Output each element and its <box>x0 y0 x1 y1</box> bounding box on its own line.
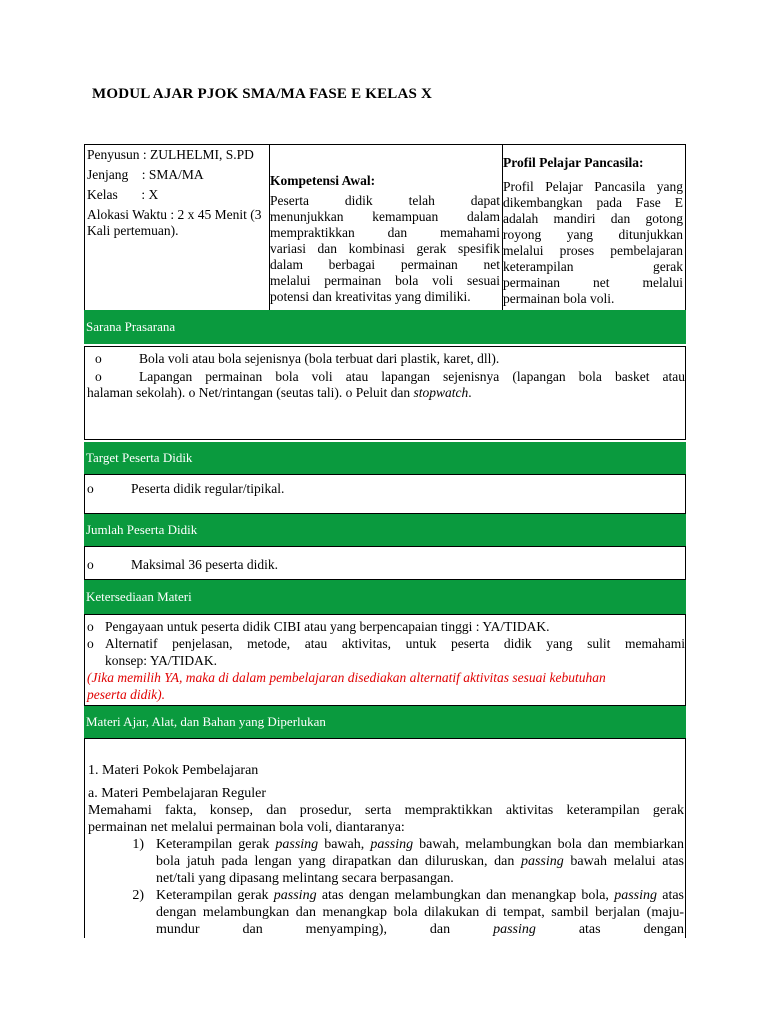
ketersediaan-item-2-line-2: konsep: YA/TIDAK. <box>105 653 217 668</box>
text-run: Keterampilan gerak <box>156 837 276 852</box>
profil-line: permainan bola voli. <box>503 291 615 306</box>
materi-point-2 <box>88 887 684 938</box>
note-line: (Jika memilih YA, maka di dalam pembelajaran disediakan alternatif aktivitas sesuai kebutuhan <box>87 670 606 685</box>
ketersediaan-item-2 <box>105 635 685 669</box>
text-run: atas dengan melambungkan dan menangkap bola dilakukan di tempat, sambil berjalan (maju-mundur dan menyamping), dan <box>156 888 684 937</box>
ketersediaan-box <box>84 614 686 706</box>
identity-cell <box>85 145 270 311</box>
alokasi-text: Alokasi Waktu : 2 x 45 Menit (3 Kali pertemuan). <box>87 207 262 238</box>
profil-line: Profil Pelajar Pancasila yang <box>503 179 683 194</box>
list-item <box>85 351 685 367</box>
section-header-ketersediaan: Ketersediaan Materi <box>84 580 686 614</box>
materi-heading-2: a. Materi Pembelajaran Reguler <box>88 786 267 801</box>
list-item <box>85 635 685 669</box>
section-header-materi: Materi Ajar, Alat, dan Bahan yang Diperlukan <box>84 706 686 738</box>
document-title: MODUL AJAR PJOK SMA/MA FASE E KELAS X <box>92 86 433 102</box>
italic-run: passing <box>520 854 564 869</box>
kompetensi-line: menunjukkan kemampuan dalam <box>270 209 500 224</box>
profil-line: keterampilan gerak <box>503 259 683 274</box>
italic-run: passing <box>370 837 414 852</box>
kompetensi-text <box>270 193 500 305</box>
text-run: bawah, melambungkan bola dan membiarkan bola jatuh pada lengan yang dirapatkan dan diluruskan, dan <box>156 837 684 869</box>
jumlah-box <box>84 546 686 580</box>
profil-line: dikembangkan pada Fase E <box>503 195 683 210</box>
target-item: Peserta didik regular/tipikal. <box>131 481 285 496</box>
kompetensi-cell <box>268 145 503 311</box>
list-item <box>85 481 685 497</box>
sarana-item-2-line-2 <box>87 385 685 401</box>
section-header-jumlah: Jumlah Peserta Didik <box>84 514 686 546</box>
ketersediaan-item-2-line-1: Alternatif penjelasan, metode, atau aktivitas, untuk peserta didik yang sulit memahami <box>105 636 685 651</box>
italic-run: passing <box>275 837 319 852</box>
note-line: peserta didik). <box>87 687 165 702</box>
bullet-marker: o <box>95 369 102 384</box>
sarana-item-1: Bola voli atau bola sejenisnya (bola terbuat dari plastik, karet, dll). <box>139 351 500 366</box>
list-item <box>85 557 685 573</box>
info-table <box>84 144 686 311</box>
text-run: atas dengan <box>535 922 684 937</box>
materi-intro-line-1: Memahami fakta, konsep, dan prosedur, serta mempraktikkan aktivitas keterampilan gerak <box>88 803 684 818</box>
bullet-marker: o <box>87 557 94 572</box>
sarana-italic-text: stopwatch <box>413 385 469 400</box>
kompetensi-line: mempraktikkan dan memahami <box>270 225 500 240</box>
materi-content <box>88 762 684 938</box>
target-box <box>84 474 686 514</box>
sarana-box <box>84 346 686 440</box>
profil-line: permainan net melalui <box>503 275 683 290</box>
kompetensi-line: variasi dan kombinasi gerak spesifik <box>270 241 500 256</box>
list-item <box>85 618 685 635</box>
jumlah-item: Maksimal 36 peserta didik. <box>131 557 278 572</box>
kompetensi-heading: Kompetensi Awal: <box>270 173 376 188</box>
profil-line: melalui proses pembelajaran <box>503 243 683 258</box>
italic-run: passing <box>273 888 317 903</box>
kompetensi-line: melalui permainan bola voli sesuai <box>270 273 500 288</box>
point-number: 2) <box>132 888 144 903</box>
bullet-marker: o <box>87 636 94 651</box>
kompetensi-line: potensi dan kreativitas yang dimiliki. <box>270 289 471 304</box>
sarana-item-2-line-1: Lapangan permainan bola voli atau lapangan sejenisnya (lapangan bola basket atau <box>139 369 685 384</box>
profil-cell <box>501 145 685 311</box>
section-header-sarana: Sarana Prasarana <box>84 310 686 344</box>
section-header-target: Target Peserta Didik <box>84 442 686 474</box>
kelas-text: Kelas : X <box>87 187 159 202</box>
profil-line: royong yang ditunjukkan <box>503 227 683 242</box>
bullet-marker: o <box>95 351 102 366</box>
italic-run: passing <box>614 888 657 903</box>
point-number: 1) <box>132 837 144 852</box>
ketersediaan-item-1: Pengayaan untuk peserta didik CIBI atau yang berpencapaian tinggi : YA/TIDAK. <box>105 619 550 634</box>
list-item <box>85 367 685 401</box>
profil-line: adalah mandiri dan gotong <box>503 211 683 226</box>
kompetensi-line: dalam berbagai permainan net <box>270 257 500 272</box>
text-run: bawah melalui atas net/tali yang dipasang melintang secara berpasangan. <box>156 854 685 886</box>
profil-heading: Profil Pelajar Pancasila: <box>503 155 644 170</box>
text-run: atas dengan melambungkan dan menangkap bola, <box>316 888 615 903</box>
penyusun-text: Penyusun : ZULHELMI, S.PD <box>87 147 254 162</box>
text-run: Keterampilan gerak <box>156 888 274 903</box>
text-run: bawah, <box>318 837 371 852</box>
profil-text <box>503 179 683 307</box>
ketersediaan-note <box>85 669 685 703</box>
materi-point-1 <box>88 836 684 887</box>
italic-run: passing <box>493 922 536 937</box>
materi-intro-line-2: permainan net melalui permainan bola voli, diantaranya: <box>88 820 405 835</box>
bullet-marker: o <box>87 619 94 634</box>
kompetensi-line: Peserta didik telah dapat <box>270 193 500 208</box>
bullet-marker: o <box>87 481 94 496</box>
sarana-text: halaman sekolah). o Net/rintangan (seutas tali). o Peluit dan <box>87 385 414 400</box>
point-text <box>156 836 684 887</box>
jenjang-text: Jenjang : SMA/MA <box>87 167 204 182</box>
point-text <box>156 887 684 938</box>
materi-heading-1: 1. Materi Pokok Pembelajaran <box>88 763 259 778</box>
info-row <box>84 144 686 311</box>
sarana-text: . <box>468 385 472 400</box>
